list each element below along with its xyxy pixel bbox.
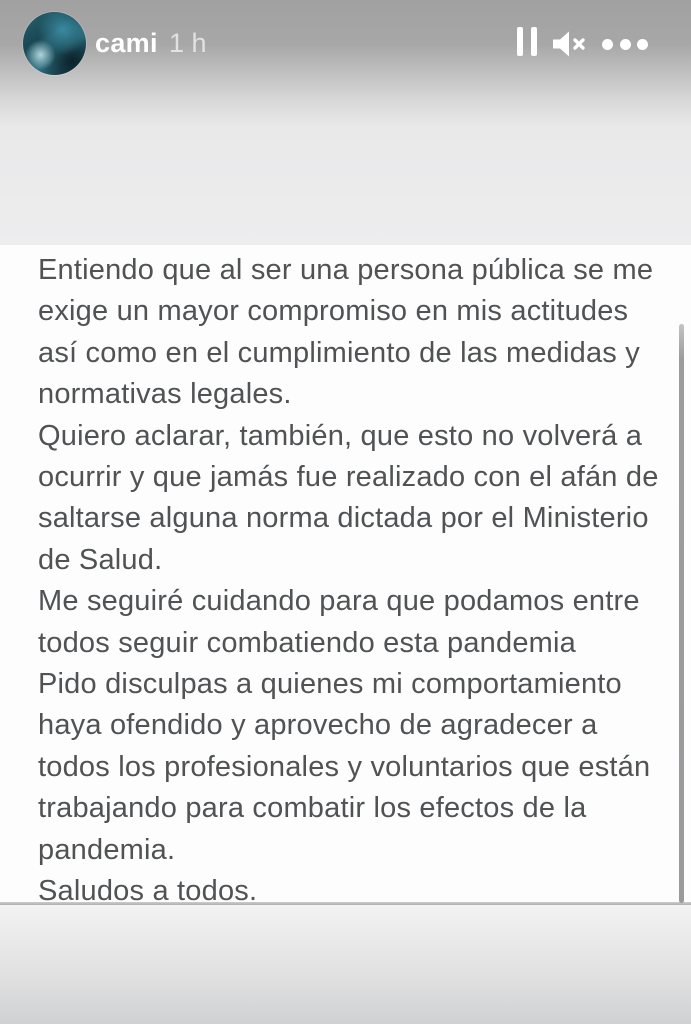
avatar[interactable] xyxy=(23,12,86,75)
speaker-muted-icon xyxy=(551,29,589,59)
username[interactable]: cami xyxy=(95,28,158,58)
statement-line: pandemia. xyxy=(38,833,176,866)
mute-button[interactable] xyxy=(551,29,589,59)
statement-line: ocurrir y que jamás fue realizado con el afán de xyxy=(38,461,659,494)
statement-line: Me seguiré cuidando para que podamos entre xyxy=(38,585,640,618)
story-timestamp: 1 h xyxy=(169,28,207,58)
statement-line: todos los profesionales y voluntarios que están xyxy=(38,750,651,783)
statement-line: Saludos a todos. xyxy=(38,875,258,908)
scrollbar-thumb[interactable] xyxy=(679,324,684,903)
statement-line: normativas legales. xyxy=(38,378,292,411)
statement-line: así como en el cumplimiento de las medidas y xyxy=(38,336,640,369)
statement-line: Quiero aclarar, también, que esto no volverá a xyxy=(38,419,643,452)
statement-text xyxy=(38,250,663,913)
pause-button[interactable] xyxy=(517,27,537,56)
statement-line: Entiendo que al ser una persona pública se me xyxy=(38,254,654,286)
statement-line: exige un mayor compromiso en mis actitudes xyxy=(38,295,629,328)
statement-line: trabajando para combatir los efectos de la xyxy=(38,792,587,825)
more-options-icon xyxy=(602,39,613,50)
story-bottom-gradient xyxy=(0,905,691,1024)
more-options-icon xyxy=(620,39,631,50)
statement-line: saltarse alguna norma dictada por el Ministerio xyxy=(38,502,649,535)
pause-icon xyxy=(517,27,523,56)
statement-line: haya ofendido y aprovecho de agradecer a xyxy=(38,709,598,742)
more-options-icon xyxy=(637,39,648,50)
statement-line: todos seguir combatiendo esta pandemia xyxy=(38,626,576,659)
pause-icon xyxy=(531,27,537,56)
more-options-button[interactable] xyxy=(602,38,648,50)
statement-line: Pido disculpas a quienes mi comportamiento xyxy=(38,668,622,701)
statement-line: de Salud. xyxy=(38,543,163,576)
